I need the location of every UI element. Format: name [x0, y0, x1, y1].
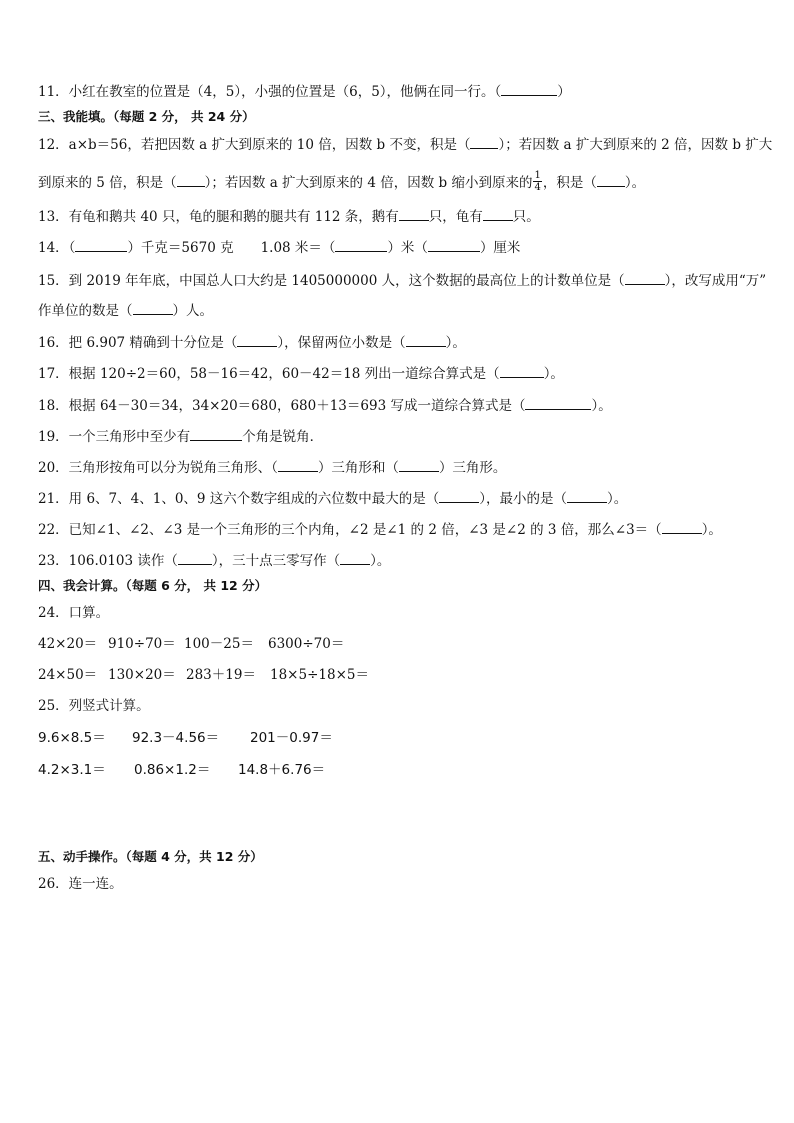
answer-blank[interactable]	[340, 551, 370, 565]
q12-text-c: 到原来的 5 倍，积是（	[38, 175, 177, 191]
answer-blank[interactable]	[237, 333, 277, 347]
q12-text-d: ）；若因数 a 扩大到原来的 4 倍，因数 b 缩小到原来的	[204, 175, 533, 191]
q21-text-a: 21．用 6、7、4、1、0、9 这六个数字组成的六位数中最大的是（	[38, 491, 440, 507]
q23-text-b: ），三十点三零写作（	[211, 553, 341, 569]
question-24-title: 24．口算。	[38, 605, 110, 621]
vertical-calc-item: 9.6×8.5＝	[38, 730, 106, 746]
q19-text-a: 19．一个三角形中至少有	[38, 429, 191, 445]
answer-blank[interactable]	[190, 427, 242, 441]
answer-blank[interactable]	[399, 458, 439, 472]
question-15-line-2	[38, 301, 213, 320]
section-4-heading: 四、我会计算。（每题 6 分， 共 12 分）	[38, 578, 268, 593]
answer-blank[interactable]	[75, 238, 127, 252]
q19-text-b: 个角是锐角．	[242, 429, 324, 445]
answer-blank[interactable]	[177, 173, 205, 187]
answer-blank[interactable]	[500, 364, 544, 378]
question-12-line-2	[38, 172, 645, 195]
q16-text-c: ）。	[445, 335, 466, 351]
fraction-denominator: 4	[534, 182, 541, 193]
q20-text-a: 20．三角形按角可以分为锐角三角形、（	[38, 460, 278, 476]
answer-blank[interactable]	[501, 82, 557, 96]
q14-text-a: 14．（	[38, 240, 76, 256]
q21-text-b: ），最小的是（	[479, 491, 568, 507]
q12-text-e: ，积是（	[542, 175, 597, 191]
answer-blank[interactable]	[470, 135, 498, 149]
oral-calc-item: 100－25＝	[184, 636, 254, 652]
question-20	[38, 458, 506, 477]
question-19	[38, 427, 323, 446]
question-16	[38, 333, 466, 352]
vertical-calc-item: 201－0.97＝	[250, 730, 333, 746]
answer-blank[interactable]	[335, 238, 387, 252]
q21-text-c: ）。	[607, 491, 628, 507]
q13-text-c: 只。	[512, 209, 540, 225]
answer-blank[interactable]	[662, 520, 702, 534]
question-17	[38, 364, 564, 383]
answer-blank[interactable]	[439, 489, 479, 503]
q12-text-f: ）。	[624, 175, 646, 191]
answer-blank[interactable]	[625, 271, 665, 285]
answer-blank[interactable]	[133, 301, 173, 315]
q14-text-b: ）千克＝5670 克 1.08 米＝（	[127, 240, 336, 256]
q16-text-b: ），保留两位小数是（	[277, 335, 406, 351]
oral-calc-item: 18×5÷18×5＝	[270, 667, 369, 683]
question-12-line-1	[38, 135, 772, 154]
oral-calc-item: 283＋19＝	[186, 667, 256, 683]
q18-text-b: ）。	[591, 398, 612, 414]
fraction-one-quarter	[533, 170, 541, 193]
q16-text-a: 16．把 6.907 精确到十分位是（	[38, 335, 238, 351]
q17-text-b: ）。	[543, 366, 564, 382]
q23-text-a: 23．106.0103 读作（	[38, 553, 178, 569]
answer-blank[interactable]	[428, 238, 480, 252]
answer-blank[interactable]	[399, 207, 429, 221]
q14-text-d: ）厘米	[479, 240, 521, 256]
q22-text-b: ）。	[701, 522, 722, 538]
question-26: 26．连一连。	[38, 876, 123, 892]
q20-text-b: ）三角形和（	[317, 460, 399, 476]
q15-text-d: ）人。	[172, 303, 213, 319]
q12-text-b: ）；若因数 a 扩大到原来的 2 倍，因数 b 扩大	[498, 137, 773, 153]
question-21	[38, 489, 627, 508]
answer-blank[interactable]	[483, 207, 513, 221]
section-5-heading: 五、动手操作。（每题 4 分，共 12 分）	[38, 849, 263, 864]
question-22	[38, 520, 722, 539]
vertical-calc-item: 92.3－4.56＝	[132, 730, 220, 746]
question-15-line-1	[38, 271, 766, 290]
q20-text-c: ）三角形。	[438, 460, 507, 476]
fraction-numerator: 1	[534, 170, 541, 181]
question-11	[38, 82, 571, 101]
answer-blank[interactable]	[406, 333, 446, 347]
vertical-calc-item: 4.2×3.1＝	[38, 762, 106, 778]
question-25-title: 25．列竖式计算。	[38, 698, 150, 714]
q11-close: ）	[557, 84, 571, 100]
q17-text-a: 17．根据 120÷2＝60，58－16＝42，60－42＝18 列出一道综合算式是（	[38, 366, 500, 382]
question-13	[38, 207, 540, 226]
q15-text-c: 作单位的数是（	[38, 303, 133, 319]
answer-blank[interactable]	[525, 396, 591, 410]
q13-text-b: 只，龟有	[428, 209, 483, 225]
q11-text: 11．小红在教室的位置是（4，5），小强的位置是（6，5），他俩在同一行。（	[38, 84, 502, 100]
question-23	[38, 551, 390, 570]
answer-blank[interactable]	[597, 173, 625, 187]
q23-text-c: ）。	[370, 553, 391, 569]
answer-blank[interactable]	[278, 458, 318, 472]
oral-calc-item: 24×50＝	[38, 667, 98, 683]
vertical-calc-item: 0.86×1.2＝	[134, 762, 211, 778]
q12-text-a: 12．a×b＝56，若把因数 a 扩大到原来的 10 倍，因数 b 不变，积是（	[38, 137, 471, 153]
q18-text-a: 18．根据 64－30＝34，34×20＝680，680＋13＝693 写成一道综合算式是（	[38, 398, 526, 414]
q22-text-a: 22．已知∠1、∠2、∠3 是一个三角形的三个内角，∠2 是∠1 的 2 倍，∠3 是∠2 的 3 倍，那么∠3＝（	[38, 522, 662, 538]
question-18	[38, 396, 612, 415]
oral-calc-item: 130×20＝	[108, 667, 176, 683]
section-3-heading: 三、我能填。（每题 2 分， 共 24 分）	[38, 109, 255, 124]
question-14	[38, 238, 520, 257]
answer-blank[interactable]	[567, 489, 607, 503]
vertical-calc-item: 14.8＋6.76＝	[238, 762, 326, 778]
oral-calc-item: 42×20＝	[38, 636, 98, 652]
oral-calc-item: 910÷70＝	[108, 636, 176, 652]
q14-text-c: ）米（	[387, 240, 428, 256]
oral-calc-item: 6300÷70＝	[268, 636, 345, 652]
q15-text-a: 15．到 2019 年年底，中国总人口大约是 1405000000 人，这个数据的最高位上的计数单位是（	[38, 273, 625, 289]
q13-text-a: 13．有龟和鹅共 40 只，龟的腿和鹅的腿共有 112 条，鹅有	[38, 209, 399, 225]
answer-blank[interactable]	[178, 551, 212, 565]
q15-text-b: ），改写成用“万”	[664, 273, 767, 289]
